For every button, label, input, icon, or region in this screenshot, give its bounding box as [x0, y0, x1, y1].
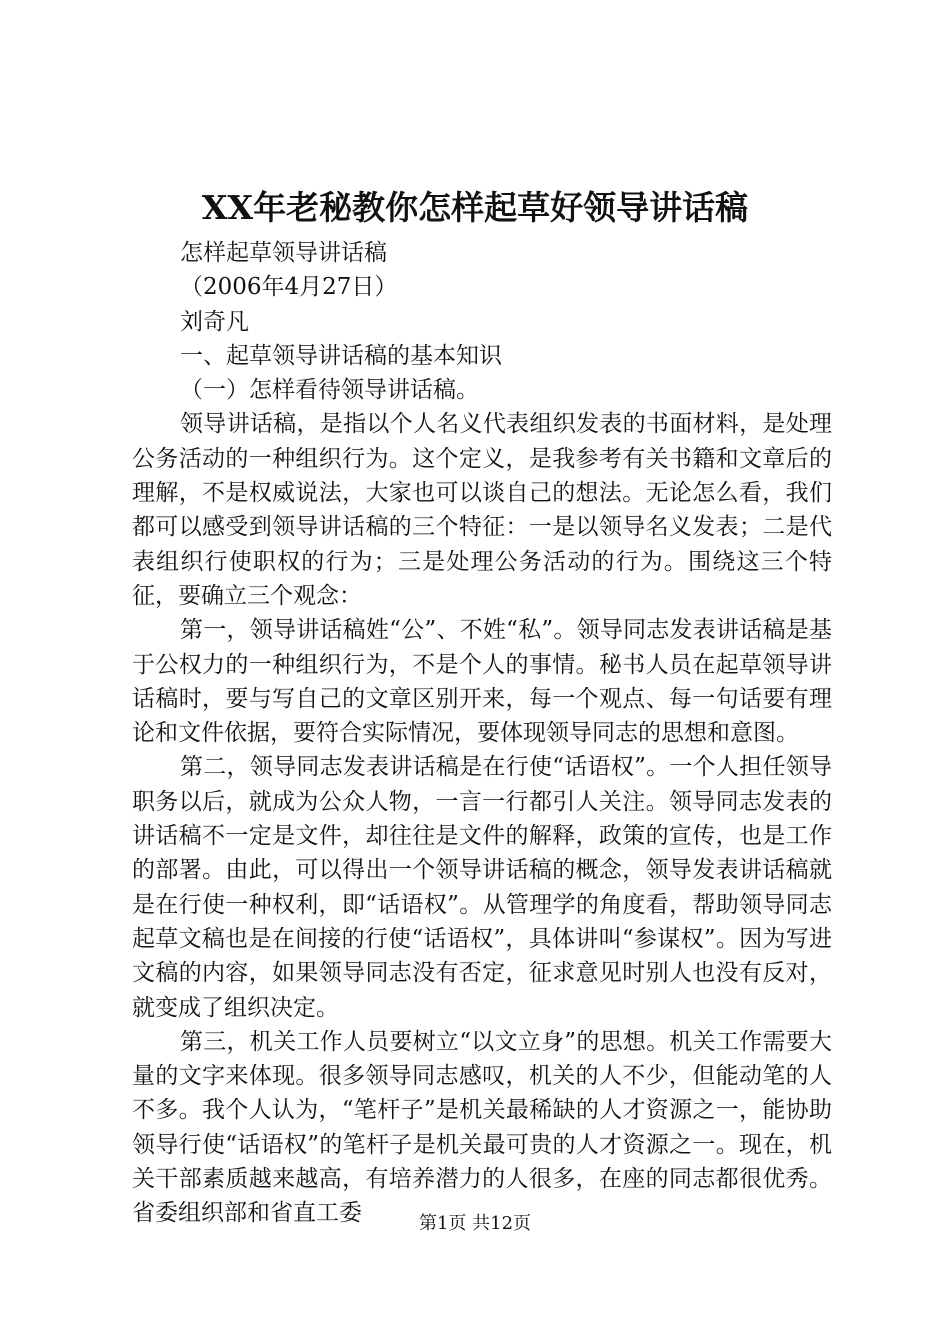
section-heading: 一、起草领导讲话稿的基本知识	[180, 342, 502, 369]
document-body	[132, 236, 832, 1231]
document-title: XX年老秘教你怎样起草好领导讲话稿	[201, 188, 749, 227]
paragraph: 领导讲话稿，是指以个人名义代表组织发表的书面材料，是处理公务活动的一种组织行为。这个定义，是我参考有关书籍和文章后的理解，不是权威说法，大家也可以谈自己的想法。无论怎么看，我们都可以感受到领导讲话稿的三个特征：一是以领导名义发表；二是代表组织行使职权的行为；三是处理公务活动的行为。围绕这三个特征，要确立三个观念：	[132, 411, 832, 609]
date-line: （2006年4月27日）	[180, 274, 398, 301]
subtitle: 怎样起草领导讲话稿	[180, 240, 387, 266]
subsection-heading: （一）怎样看待领导讲话稿。	[180, 377, 479, 404]
page-footer: 第1页 共12页	[418, 1213, 532, 1234]
author: 刘奇凡	[180, 308, 249, 335]
paragraph: 第三，机关工作人员要树立“以文立身”的思想。机关工作需要大量的文字来体现。很多领导同志感叹，机关的人不少，但能动笔的人不多。我个人认为，“笔杆子”是机关最稀缺的人才资源之一，能协助领导行使“话语权”的笔杆子是机关最可贵的人才资源之一。现在，机关干部素质越来越高，有培养潜力的人很多，在座的同志都很优秀。省委组织部和省直工委	[132, 1028, 832, 1227]
paragraph: 第一，领导讲话稿姓“公”、不姓“私”。领导同志发表讲话稿是基于公权力的一种组织行为，不是个人的事情。秘书人员在起草领导讲话稿时，要与写自己的文章区别开来，每一个观点、每一句话要有理论和文件依据，要符合实际情况，要体现领导同志的思想和意图。	[132, 617, 832, 747]
paragraph: 第二，领导同志发表讲话稿是在行使“话语权”。一个人担任领导职务以后，就成为公众人物，一言一行都引人关注。领导同志发表的讲话稿不一定是文件，却往往是文件的解释，政策的宣传，也是工作的部署。由此，可以得出一个领导讲话稿的概念，领导发表讲话稿就是在行使一种权利，即“话语权”。从管理学的角度看，帮助领导同志起草文稿也是在间接的行使“话语权”，具体讲叫“参谋权”。因为写进文稿的内容，如果领导同志没有否定，征求意见时别人也没有反对，就变成了组织决定。	[132, 754, 832, 1021]
